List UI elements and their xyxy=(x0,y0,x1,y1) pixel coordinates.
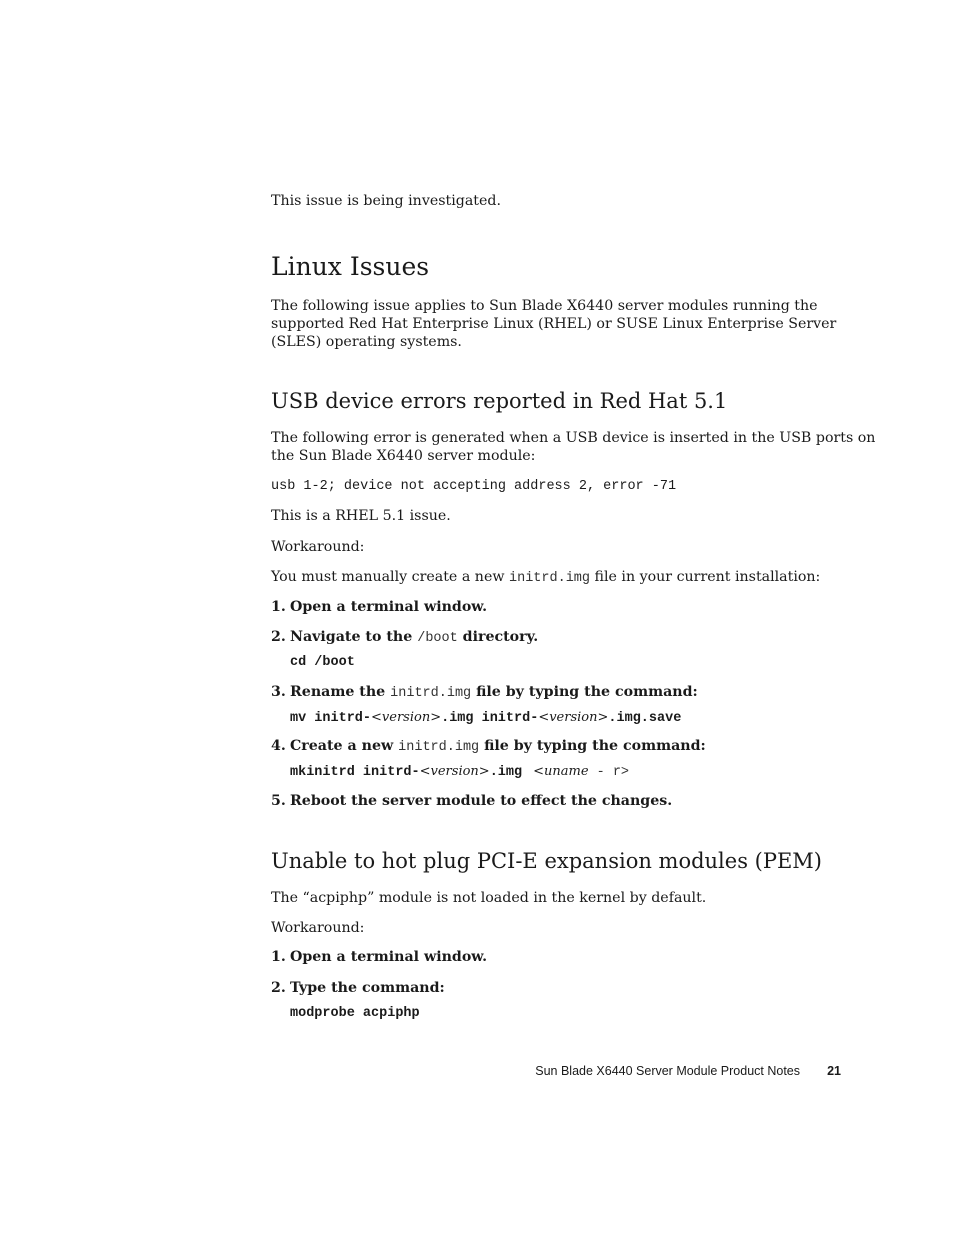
usb-desc-line: The following error is generated when a USB device is inserted in the USB ports on xyxy=(271,430,876,446)
pci-step-1: 1. Open a terminal window. xyxy=(271,949,488,965)
linux-desc-line: supported Red Hat Enterprise Linux (RHEL) or SUSE Linux Enterprise Server xyxy=(271,316,837,332)
rhel-note: This is a RHEL 5.1 issue. xyxy=(271,508,451,524)
usb-step-3-command: mv initrd-<version>.img initrd-<version>.img.save xyxy=(290,710,682,726)
usb-step-3: 3. Rename the initrd.img file by typing the command: xyxy=(271,684,698,701)
usb-workaround-label: Workaround: xyxy=(271,539,365,555)
usb-step-5: 5. Reboot the server module to effect the changes. xyxy=(271,793,673,809)
usb-step-2-command: cd /boot xyxy=(290,655,355,670)
usb-desc-line: the Sun Blade X6440 server module: xyxy=(271,448,536,464)
intro-text: This issue is being investigated. xyxy=(271,193,501,209)
pci-step-2-command: modprobe acpiphp xyxy=(290,1006,420,1021)
pci-workaround-label: Workaround: xyxy=(271,920,365,936)
page-number: 21 xyxy=(827,1064,841,1078)
pci-description: The “acpiphp” module is not loaded in the kernel by default. xyxy=(271,890,707,906)
usb-error-code: usb 1-2; device not accepting address 2, error -71 xyxy=(271,479,677,494)
footer-document-title: Sun Blade X6440 Server Module Product Notes xyxy=(535,1064,800,1078)
usb-step-2: 2. Navigate to the /boot directory. xyxy=(271,629,539,646)
linux-desc-line: The following issue applies to Sun Blade X6440 server modules running the xyxy=(271,298,818,314)
section-title-usb-errors: USB device errors reported in Red Hat 5.1 xyxy=(271,389,728,413)
usb-step-4-command: mkinitrd initrd-<version>.img <uname - r> xyxy=(290,764,630,780)
pci-step-2: 2. Type the command: xyxy=(271,980,445,996)
usb-step-1: 1. Open a terminal window. xyxy=(271,599,488,615)
initrd-filename: initrd.img xyxy=(509,571,591,586)
section-title-pci-hotplug: Unable to hot plug PCI-E expansion modules (PEM) xyxy=(271,849,823,873)
usb-step-4: 4. Create a new initrd.img file by typing the command: xyxy=(271,738,706,755)
manual-create-instruction: You must manually create a new initrd.img file in your current installation: xyxy=(271,569,821,586)
linux-desc-line: (SLES) operating systems. xyxy=(271,334,462,350)
section-title-linux-issues: Linux Issues xyxy=(271,252,430,281)
